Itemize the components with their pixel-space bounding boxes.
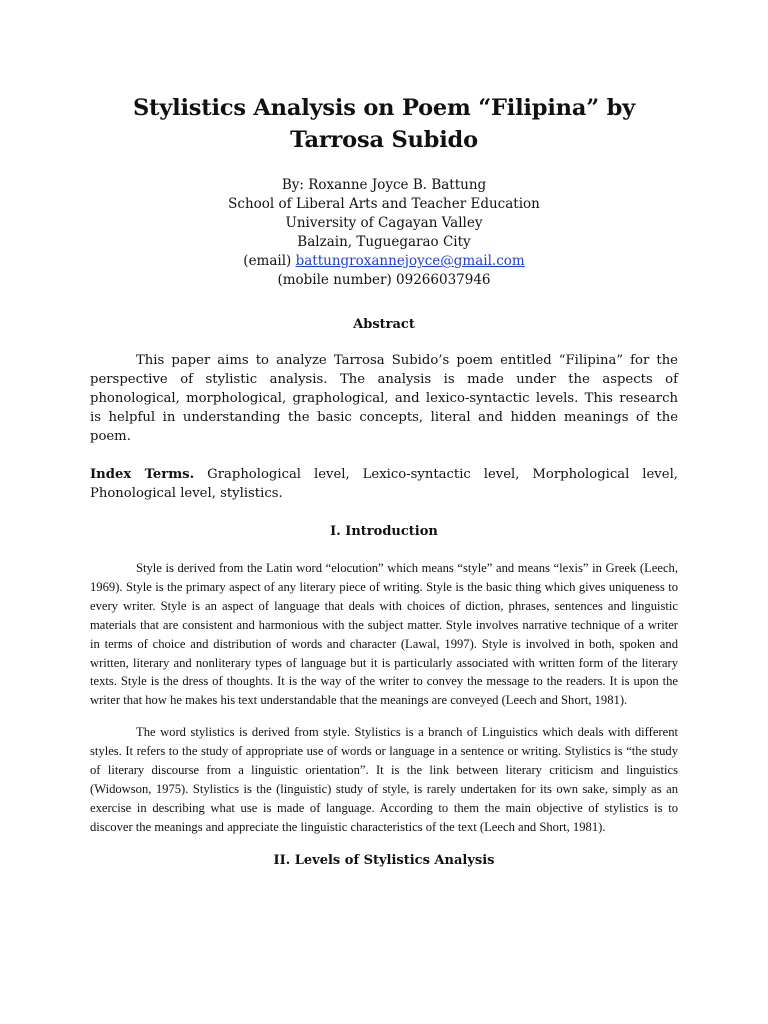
email-link[interactable]: battungroxannejoyce@gmail.com xyxy=(295,253,525,269)
paper-page xyxy=(90,92,678,870)
author-by-line: By: Roxanne Joyce B. Battung xyxy=(281,177,487,193)
abstract-heading: Abstract xyxy=(353,317,415,332)
introduction-paragraph-1: Style is derived from the Latin word “elocution” which means “style” and means “lexis” in Greek (Leech, 1969). Style is the primary aspect of any literary piece of writing. Style is the basic thing which gives uniqueness to every writer. Style is an aspect of language that deals with choices of diction, phrases, sentences and linguistic materials that are consistent and harmonious with the subject matter. Style involves narrative technique of a writer in terms of choice and distribution of words and character (Lawal, 1997). Style is involved in both, spoken and written, literary and nonliterary types of language but it is particularly associated with written form of the literary texts. Style is the dress of thoughts. It is the way of the writer to convey the message to the readers. It is upon the writer that how he makes his text understandable that the meanings are conveyed (Leech and Short, 1981). xyxy=(90,561,678,708)
index-terms-text: Graphological level, Lexico-syntactic level, Morphological level, Phonological level, stylistics. xyxy=(90,467,678,501)
paper-title: Stylistics Analysis on Poem “Filipina” by Tarrosa Subido xyxy=(133,95,635,153)
author-block xyxy=(90,176,678,290)
levels-heading: II. Levels of Stylistics Analysis xyxy=(273,852,495,868)
author-address: Balzain, Tuguegarao City xyxy=(297,234,471,250)
index-terms-label: Index Terms. xyxy=(90,467,195,482)
abstract-text: This paper aims to analyze Tarrosa Subido’s poem entitled “Filipina” for the perspective of stylistic analysis. The analysis is made under the aspects of phonological, morphological, graphological, and lexico-syntactic levels. This research is helpful in understanding the basic concepts, literal and hidden meanings of the poem. xyxy=(90,353,678,444)
introduction-heading: I. Introduction xyxy=(330,524,438,539)
introduction-paragraph-2: The word stylistics is derived from style. Stylistics is a branch of Linguistics which deals with different styles. It refers to the study of appropriate use of words or language in a sentence or writing. Stylistics is “the study of literary discourse from a linguistic orientation”. It is the link between literary criticism and linguistics (Widowson, 1975). Stylistics is the (linguistic) study of style, is rarely undertaken for its own sake, simply as an exercise in describing what use is made of language. According to them the main objective of stylistics is to discover the meanings and appreciate the linguistic characteristics of the text (Leech and Short, 1981). xyxy=(90,725,678,834)
author-mobile: (mobile number) 09266037946 xyxy=(277,272,491,288)
index-terms xyxy=(90,465,678,503)
author-school: School of Liberal Arts and Teacher Education xyxy=(228,196,540,212)
author-email-line xyxy=(90,252,678,271)
author-university: University of Cagayan Valley xyxy=(285,215,483,231)
email-label: (email) xyxy=(243,253,292,269)
